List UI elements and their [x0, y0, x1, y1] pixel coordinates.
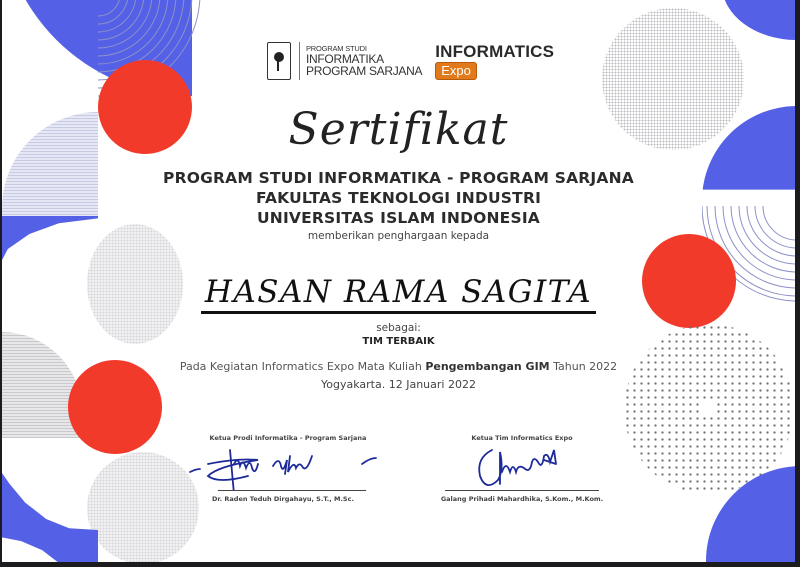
issuing-organization: PROGRAM STUDI INFORMATIKA - PROGRAM SARJANA FAKULTAS TEKNOLOGI INDUSTRI UNIVERSITAS ISLAM INDONESIA: [163, 169, 634, 227]
handwritten-signature-2: [452, 442, 592, 490]
certificate-page: [2, 0, 795, 562]
signature-line-2: [445, 490, 599, 491]
award-intro-text: memberikan penghargaan kepada: [307, 230, 490, 242]
recipient-name: HASAN RAMA SAGITA: [2, 274, 795, 310]
university-emblem-icon: [267, 42, 291, 80]
expo-badge: Expo: [435, 62, 477, 80]
signature-block-head-of-program: Ketua Prodi Informatika - Program Sarjana Dr. Raden Teduh Dirgahayu, S.T., M.Sc.: [168, 434, 408, 503]
place-and-date: Yogyakarta. 12 Januari 2022: [321, 378, 476, 391]
prodi-logo-text: PROGRAM STUDI INFORMATIKA PROGRAM SARJANA: [306, 43, 423, 79]
signature-block-expo-lead: Ketua Tim Informatics Expo Galang Prihadi Mahardhika, S.Kom., M.Kom.: [440, 434, 604, 503]
signature-line-1: [218, 490, 366, 491]
as-label: sebagai:: [376, 322, 421, 334]
handwritten-signature-1: [178, 442, 398, 490]
logo-divider: [299, 42, 300, 80]
award-role: TIM TERBAIK: [362, 336, 435, 347]
informatics-expo-logo: INFORMATICS Expo: [435, 41, 555, 78]
certificate-title: Sertifikat: [288, 104, 509, 155]
header-logos: [267, 38, 567, 84]
event-description: Pada Kegiatan Informatics Expo Mata Kuliah Pengembangan GIM Tahun 2022: [179, 360, 618, 373]
